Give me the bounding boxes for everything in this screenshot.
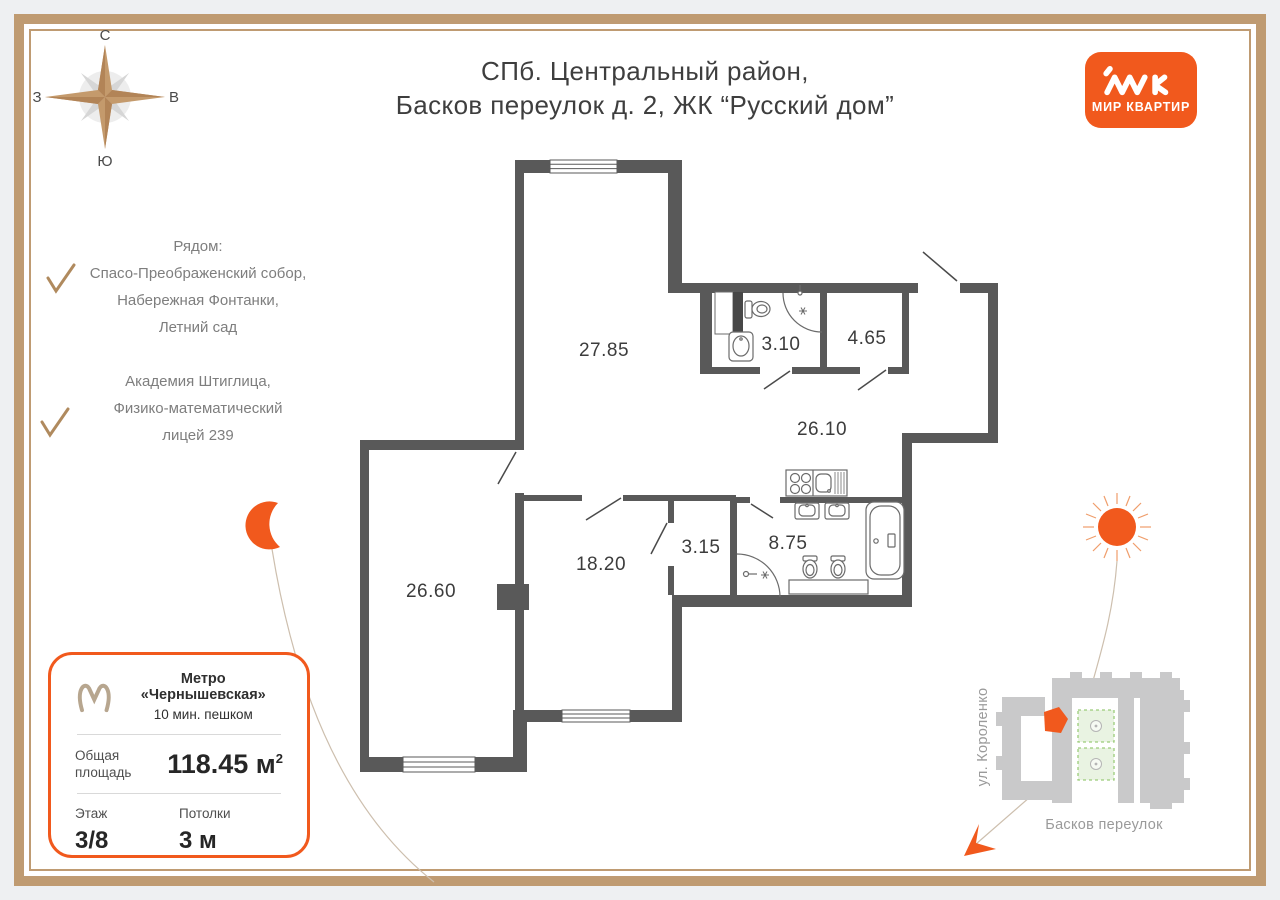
door-wc [764,371,790,389]
nearby-line: Спасо-Преображенский собор, [89,265,307,282]
sun-string [1091,561,1117,688]
total-area-row [75,747,283,781]
shower-corner-icon-2 [737,554,780,597]
page-title [330,54,960,122]
floor-plan [360,160,998,772]
toilet-icon-2 [803,556,817,578]
room-label-hallway: 26.10 [796,419,848,440]
street-label-baskov: Басков переулок [1045,817,1163,833]
bathroom-fixtures [737,502,904,597]
entrance-door [923,252,957,281]
room-label-bedroom-1: 26.60 [405,581,457,602]
bath-sink-icon-2 [825,503,849,519]
floor-col [75,806,179,855]
window-living-room [550,160,617,173]
toilet-icon [745,301,770,318]
compass-north-label: С [99,27,111,44]
brand-logo-icon [1102,66,1180,98]
room-label-closet: 3.15 [681,537,721,558]
metro-walk-time: 10 мин. пешком [153,707,253,722]
door-storage [858,370,886,390]
metro-text [124,671,283,722]
room-label-storage: 4.65 [847,328,887,349]
metro-row [75,671,283,722]
site-map [975,672,1190,833]
floor-ceiling-row [75,806,283,855]
compass-east-label: В [168,89,180,106]
total-area-value: 118.45 $м^2$ [167,748,283,779]
brand-logo [1085,52,1197,128]
building-center-right-wing [1118,698,1134,803]
compass-west-label: З [32,89,42,106]
brand-logo-text: МИР КВАРТИР [1091,100,1191,114]
room-label-living: 27.85 [578,340,630,361]
card-divider [77,793,281,794]
nearby-line: лицей 239 [162,427,234,444]
title-line-1: СПб. Центральный район, [481,56,809,86]
wc-sink-icon [729,332,753,361]
nearby-block [55,233,341,449]
exterior-walls [360,160,998,772]
moon-icon [245,501,280,549]
structural-column [497,584,529,610]
room-label-bathroom: 8.75 [768,533,808,554]
room-label-wc: 3.10 [761,334,801,355]
building-right [1140,690,1184,803]
window-bedroom-2 [562,710,630,722]
nearby-line: Летний сад [158,319,238,336]
shaft-outline [715,292,733,334]
nearby-group-2 [55,368,341,449]
title-line-2: Басков переулок д. 2, ЖК “Русский дом” [395,90,895,120]
ceiling-value: 3 м [179,827,217,854]
nearby-line: Набережная Фонтанки, [117,292,279,309]
door-bedroom-2 [586,498,621,520]
door-closet [651,523,667,554]
ventilation-duct [733,292,743,334]
ceiling-label: Потолки [179,806,231,821]
kitchen-fixtures [786,470,847,496]
street-label-korolenko: ул. Короленко [975,687,991,787]
ceiling-col [179,806,283,855]
nearby-line: Физико-математический [113,400,283,417]
info-card [48,652,310,858]
nearby-group-1 [55,260,341,341]
metro-station-name: Метро «Чернышевская» [140,671,266,703]
door-bathroom [751,504,773,518]
courtyards [1078,710,1114,780]
bath-sink-icon [795,503,819,519]
interior-walls [497,293,912,710]
bath-cabinet [789,580,868,594]
bathtub-icon [866,502,904,579]
door-bedroom-1 [498,452,516,484]
card-divider [77,734,281,735]
compass-south-label: Ю [97,153,113,170]
toilet-icon-3 [831,556,845,578]
sun-icon [1083,493,1151,561]
floor-label: Этаж [75,806,108,821]
window-bedroom-1 [403,757,475,772]
room-label-bedroom-2: 18.20 [575,554,627,575]
floor-value: 3/8 [75,827,109,854]
compass-rose [32,27,179,170]
nearby-heading: Рядом: [173,238,223,255]
compass-main-points [45,45,165,149]
nearby-line: Академия Штиглица, [125,373,271,390]
total-area-label: Общая площадь [75,748,132,780]
metro-icon [75,676,114,718]
